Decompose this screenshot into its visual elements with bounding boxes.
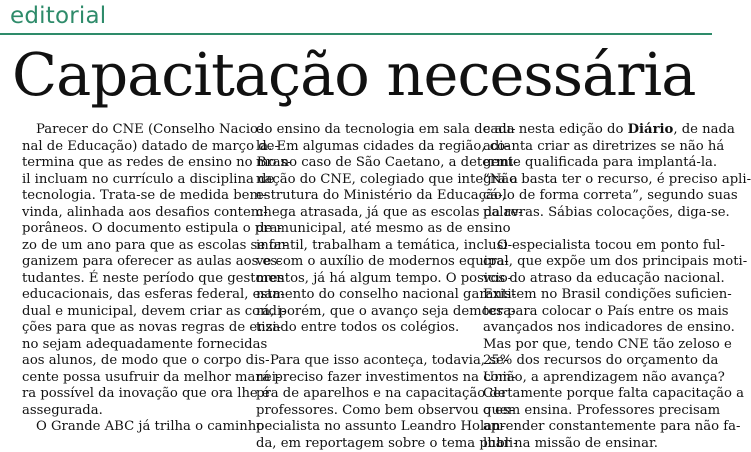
text-line: da, em reportagem sobre o tema publi- [256,436,476,452]
text-line: “Não basta ter o recurso, é preciso apli- [483,172,703,189]
text-line: la. Em algumas cidades da região, co- [256,139,476,156]
text-line: mo no caso de São Caetano, a determi- [256,155,476,172]
text-line: tudantes. É neste período que gestores [22,271,242,288]
text-line: avançados nos indicadores de ensino. [483,320,703,337]
text-line: cá-lo de forma correta”, segundo suas [483,188,703,205]
text-column-1 [22,122,242,436]
text-line: palavras. Sábias colocações, diga-se. [483,205,703,222]
headline: Capacitação necessária [12,39,695,111]
text-line: tes para colocar o País entre os mais [483,304,703,321]
text-line: nação do CNE, colegiado que integra a [256,172,476,189]
text-line: mentos, já há algum tempo. O posicio- [256,271,476,288]
text-line: chega atrasada, já que as escolas da re- [256,205,476,222]
text-line: termina que as redes de ensino no Bras- [22,155,242,172]
text-line: dual e municipal, devem criar as condi- [22,304,242,321]
text-line: ganizem para oferecer as aulas aos es- [22,254,242,271]
text-line: ra possível da inovação que ora lhe é [22,386,242,403]
text-line: 25% dos recursos do orçamento da [483,353,703,370]
text-line: pra de aparelhos e na capacitação de [256,386,476,403]
text-line: cral, que expõe um dos principais moti- [483,254,703,271]
blank-line [256,337,476,354]
text-line: educacionais, das esferas federal, esta- [22,287,242,304]
text-line: no sejam adequadamente fornecidas [22,337,242,354]
text-line: Parecer do CNE (Conselho Nacio- [22,122,242,139]
text-line: aprender constantemente para não fa- [483,419,703,436]
text-line: zo de um ano para que as escolas se or- [22,238,242,255]
text-line: quem ensina. Professores precisam [483,403,703,420]
text-line: tecnologia. Trata-se de medida bem- [22,188,242,205]
text-line: namento do conselho nacional garanti- [256,287,476,304]
text-line: rá, porém, que o avanço seja democra- [256,304,476,321]
text-line: tizado entre todos os colégios. [256,320,476,337]
text-line: adianta criar as diretrizes se não há [483,139,703,156]
text-line: il incluam no currículo a disciplina de [22,172,242,189]
text-line: Para que isso aconteça, todavia, se- [256,353,476,370]
text-line: professores. Como bem observou o es- [256,403,476,420]
text-line: lhar na missão de ensinar. [483,436,703,452]
text-line: O Grande ABC já trilha o caminho [22,419,242,436]
text-line: vinda, alinhada aos desafios contem- [22,205,242,222]
text-line: ve com o auxílio de modernos equipa- [256,254,476,271]
text-column-2 [256,122,476,452]
text-line: cada nesta edição do Diário, de nada [483,122,703,139]
text-line: gente qualificada para implantá-la. [483,155,703,172]
blank-line [483,221,703,238]
text-line: Mas por que, tendo CNE tão zeloso e [483,337,703,354]
text-line: porâneos. O documento estipula o pra- [22,221,242,238]
text-line: nal de Educação) datado de março de- [22,139,242,156]
text-line: Existem no Brasil condições suficien- [483,287,703,304]
text-line: O especialista tocou em ponto ful- [483,238,703,255]
text-column-3 [483,122,703,452]
text-line: do ensino da tecnologia em sala de au- [256,122,476,139]
text-line: cente possa usufruir da melhor manei- [22,370,242,387]
text-line: Certamente porque falta capacitação a [483,386,703,403]
text-line: rá preciso fazer investimentos na com- [256,370,476,387]
text-line: pecialista no assunto Leandro Holan- [256,419,476,436]
text-line: União, a aprendizagem não avança? [483,370,703,387]
text-line: vos do atraso da educação nacional. [483,271,703,288]
text-line: assegurada. [22,403,242,420]
section-divider [0,33,712,35]
text-line: ções para que as novas regras de ensi- [22,320,242,337]
text-line: infantil, trabalham a temática, inclusi- [256,238,476,255]
section-label: editorial [10,3,106,29]
text-line: aos alunos, de modo que o corpo dis- [22,353,242,370]
text-line: estrutura do Ministério da Educação, [256,188,476,205]
text-line: de municipal, até mesmo as de ensino [256,221,476,238]
